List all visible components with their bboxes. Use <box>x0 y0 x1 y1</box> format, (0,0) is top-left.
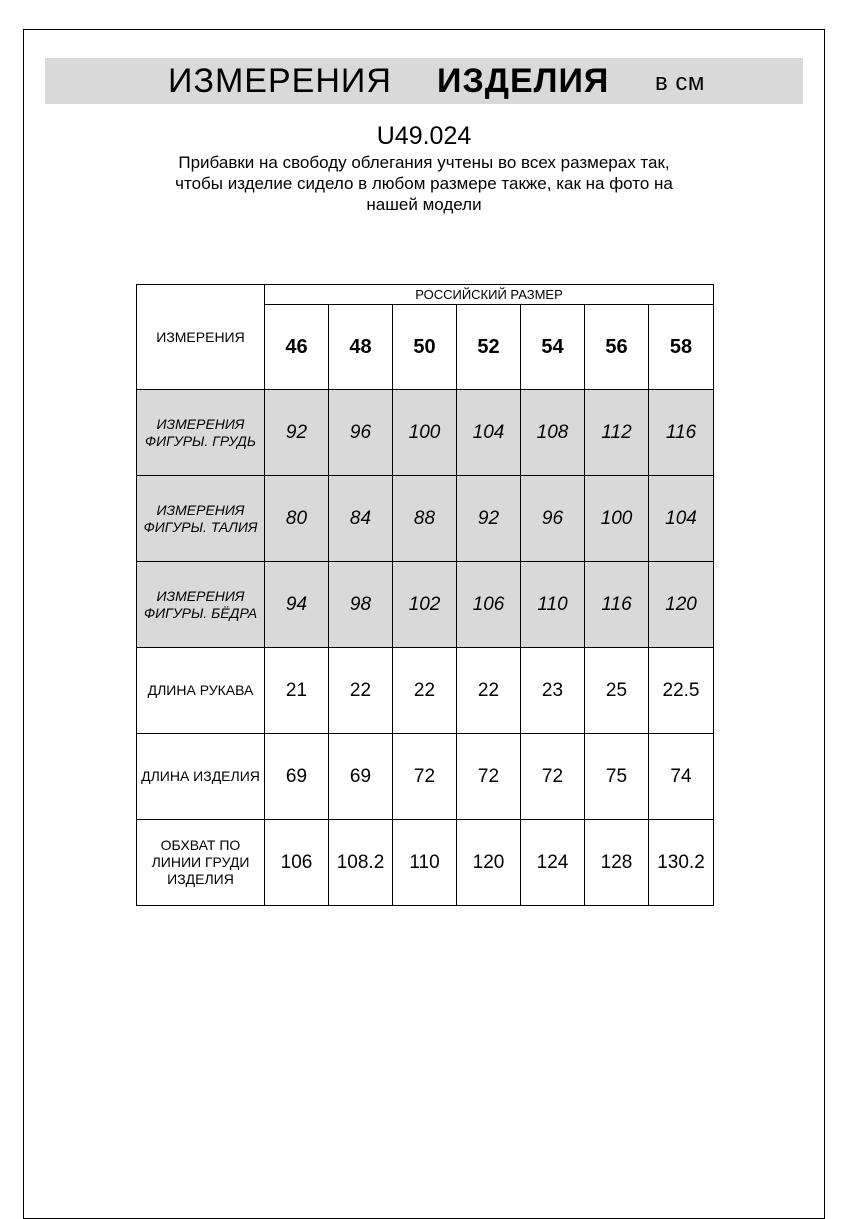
row-label-line: ФИГУРЫ. ТАЛИЯ <box>143 518 258 535</box>
size-column-header <box>392 304 457 390</box>
cell-value: 116 <box>601 593 632 615</box>
fit-note <box>0 152 848 215</box>
size-value: 54 <box>541 335 564 358</box>
cell-value: 100 <box>408 421 441 443</box>
title-measurements: ИЗМЕРЕНИЯ <box>168 62 392 100</box>
size-column-header <box>264 304 329 390</box>
table-cell <box>520 389 585 476</box>
table-cell <box>520 475 585 562</box>
size-column-header <box>328 304 393 390</box>
cell-value: 112 <box>601 421 632 443</box>
size-column-header <box>520 304 585 390</box>
article-number: U49.024 <box>376 122 472 150</box>
table-cell <box>648 561 714 648</box>
row-label-line: ДЛИНА ИЗДЕЛИЯ <box>141 768 260 784</box>
table-cell <box>264 475 329 562</box>
row-label-line: ИЗДЕЛИЯ <box>167 871 234 887</box>
size-table <box>136 284 713 905</box>
table-cell <box>392 389 457 476</box>
table-cell <box>520 819 585 906</box>
table-cell <box>456 819 521 906</box>
size-column-header <box>584 304 649 390</box>
table-cell <box>328 819 393 906</box>
fit-note-line: Прибавки на свободу облегания учтены во всех размерах так, <box>178 153 670 172</box>
cell-value: 110 <box>409 851 440 873</box>
row-label-line: ИЗМЕРЕНИЯ <box>156 501 245 518</box>
table-cell <box>328 389 393 476</box>
row-label-line: ИЗМЕРЕНИЯ <box>156 587 245 604</box>
table-cell <box>584 389 649 476</box>
cell-value: 124 <box>536 851 569 873</box>
table-cell <box>392 475 457 562</box>
row-label <box>144 502 258 536</box>
row-label <box>141 768 260 785</box>
size-value: 50 <box>413 335 436 358</box>
measurements-header-cell <box>136 284 265 390</box>
row-label-cell <box>136 475 265 562</box>
cell-value: 128 <box>600 851 633 873</box>
cell-value: 75 <box>605 765 628 787</box>
cell-value: 92 <box>285 421 308 443</box>
cell-value: 102 <box>408 593 441 615</box>
cell-value: 110 <box>537 593 568 615</box>
cell-value: 69 <box>285 765 308 787</box>
table-cell <box>648 389 714 476</box>
cell-value: 72 <box>413 765 436 787</box>
measurements-header-label: ИЗМЕРЕНИЯ <box>156 329 245 345</box>
row-label-cell <box>136 819 265 906</box>
cell-value: 72 <box>477 765 500 787</box>
table-cell <box>328 475 393 562</box>
table-cell <box>392 647 457 734</box>
row-label-cell <box>136 647 265 734</box>
cell-value: 23 <box>541 679 564 701</box>
cell-value: 100 <box>600 507 633 529</box>
size-value: 58 <box>669 335 693 358</box>
table-cell <box>584 475 649 562</box>
row-label-cell <box>136 561 265 648</box>
cell-value: 120 <box>665 593 697 615</box>
cell-value: 106 <box>280 851 313 873</box>
cell-value: 108.2 <box>336 851 385 873</box>
title-unit: в см <box>655 69 705 96</box>
row-label-line: ФИГУРЫ. БЁДРА <box>143 604 258 621</box>
title-bar <box>45 58 803 104</box>
row-label-cell <box>136 389 265 476</box>
cell-value: 22 <box>477 679 500 701</box>
table-cell <box>328 647 393 734</box>
table-cell <box>456 647 521 734</box>
size-value: 46 <box>285 335 308 358</box>
cell-value: 104 <box>472 421 505 443</box>
cell-value: 104 <box>665 507 697 529</box>
cell-value: 22 <box>349 679 372 701</box>
cell-value: 130.2 <box>657 851 705 873</box>
row-label-line: ОБХВАТ ПО <box>160 837 241 853</box>
row-label-line: ЛИНИИ ГРУДИ <box>151 854 250 870</box>
size-column-header <box>456 304 521 390</box>
cell-value: 22 <box>413 679 436 701</box>
table-cell <box>648 819 714 906</box>
size-column-header <box>648 304 714 390</box>
size-value: 48 <box>349 335 372 358</box>
table-cell <box>584 561 649 648</box>
table-cell <box>328 733 393 820</box>
row-label <box>152 837 250 888</box>
table-cell <box>264 819 329 906</box>
table-cell <box>648 475 714 562</box>
russian-size-header-cell <box>264 284 714 305</box>
row-label-line: ДЛИНА РУКАВА <box>147 682 254 698</box>
russian-size-header-label: РОССИЙСКИЙ РАЗМЕР <box>415 287 563 302</box>
row-label <box>148 682 254 699</box>
row-label-line: ИЗМЕРЕНИЯ <box>156 415 245 432</box>
table-cell <box>584 733 649 820</box>
table-cell <box>648 647 714 734</box>
table-cell <box>584 819 649 906</box>
row-label-cell <box>136 733 265 820</box>
cell-value: 96 <box>349 421 372 443</box>
cell-value: 120 <box>472 851 505 873</box>
size-value: 56 <box>605 335 628 358</box>
table-cell <box>392 733 457 820</box>
fit-note-line: нашей модели <box>366 195 482 214</box>
cell-value: 108 <box>536 421 569 443</box>
row-label <box>144 588 257 622</box>
table-cell <box>392 819 457 906</box>
table-cell <box>392 561 457 648</box>
cell-value: 84 <box>349 507 372 529</box>
fit-note-line: чтобы изделие сидело в любом размере также, как на фото на <box>175 174 673 193</box>
cell-value: 88 <box>413 507 436 529</box>
table-cell <box>456 561 521 648</box>
cell-value: 94 <box>285 593 308 615</box>
cell-value: 116 <box>665 421 697 443</box>
cell-value: 69 <box>349 765 372 787</box>
table-cell <box>520 647 585 734</box>
row-label-line: ФИГУРЫ. ГРУДЬ <box>144 432 256 449</box>
table-cell <box>264 561 329 648</box>
table-cell <box>456 475 521 562</box>
table-cell <box>456 733 521 820</box>
cell-value: 92 <box>477 507 500 529</box>
table-cell <box>264 647 329 734</box>
table-cell <box>584 647 649 734</box>
table-cell <box>328 561 393 648</box>
cell-value: 72 <box>541 765 564 787</box>
cell-value: 74 <box>670 765 692 787</box>
cell-value: 80 <box>285 507 308 529</box>
size-value: 52 <box>477 335 500 358</box>
table-cell <box>264 733 329 820</box>
cell-value: 22.5 <box>662 679 700 701</box>
row-label <box>145 416 256 450</box>
table-cell <box>456 389 521 476</box>
table-cell <box>264 389 329 476</box>
table-cell <box>648 733 714 820</box>
table-cell <box>520 733 585 820</box>
cell-value: 96 <box>541 507 564 529</box>
cell-value: 106 <box>472 593 505 615</box>
cell-value: 98 <box>349 593 372 615</box>
table-cell <box>520 561 585 648</box>
cell-value: 21 <box>285 679 308 701</box>
title-product: ИЗДЕЛИЯ <box>437 62 610 100</box>
cell-value: 25 <box>605 679 628 701</box>
